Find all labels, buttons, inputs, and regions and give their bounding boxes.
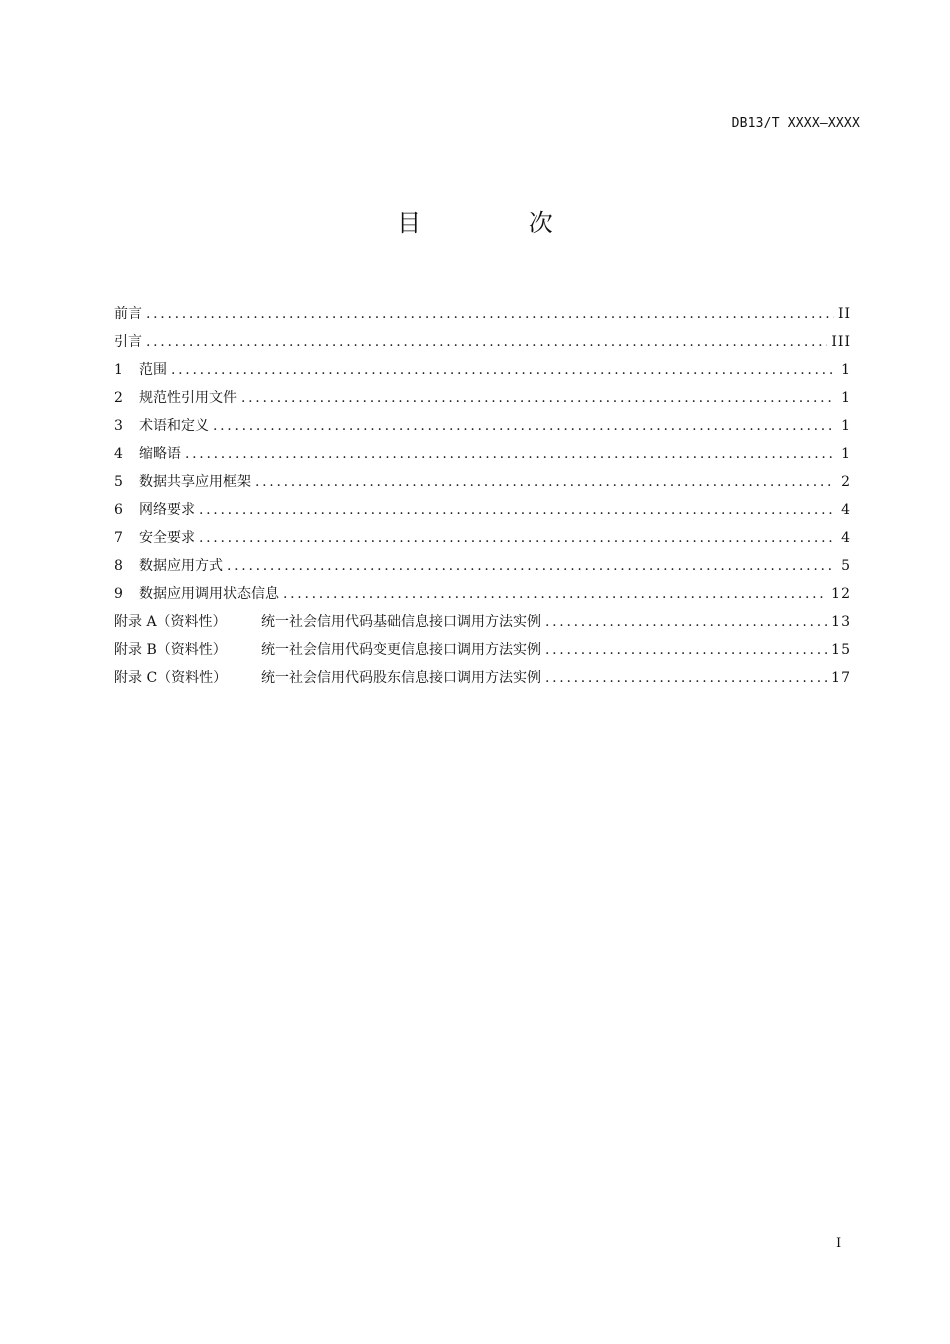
toc-entry-label: 安全要求 xyxy=(139,530,195,546)
document-code: DB13/T XXXX—XXXX xyxy=(731,116,860,131)
toc-entry-abbreviations[interactable] xyxy=(114,440,851,468)
toc-entry-page: 15 xyxy=(831,642,851,658)
toc-entry-number: 5 xyxy=(114,474,123,490)
toc-leader-dots xyxy=(146,328,827,356)
toc-entry-label: 规范性引用文件 xyxy=(139,390,237,406)
toc-entry-number: 7 xyxy=(114,530,123,546)
toc-entry-label: 数据共享应用框架 xyxy=(139,474,251,490)
toc-entry-page: 4 xyxy=(841,530,851,546)
toc-entry-label: 统一社会信用代码基础信息接口调用方法实例 xyxy=(261,614,541,630)
toc-leader-dots xyxy=(171,356,835,384)
toc-entry-number: 1 xyxy=(114,362,123,378)
toc-entry-application-methods[interactable] xyxy=(114,552,851,580)
toc-appendix-prefix: 附录 B（资料性） xyxy=(114,642,227,658)
toc-entry-number: 9 xyxy=(114,586,123,602)
toc-title: 目 次 xyxy=(397,209,603,237)
toc-leader-dots xyxy=(545,636,827,664)
toc-entry-label: 引言 xyxy=(114,334,142,350)
toc-entry-label: 术语和定义 xyxy=(139,418,209,434)
toc-leader-dots xyxy=(545,664,827,692)
toc-leader-dots xyxy=(545,608,827,636)
toc-entry-label: 数据应用方式 xyxy=(139,558,223,574)
toc-entry-page: 2 xyxy=(841,474,851,490)
toc-entry-label: 网络要求 xyxy=(139,502,195,518)
toc-entry-security-requirements[interactable] xyxy=(114,524,851,552)
toc-entry-network-requirements[interactable] xyxy=(114,496,851,524)
toc-entry-label: 前言 xyxy=(114,306,142,322)
toc-leader-dots xyxy=(146,300,834,328)
toc-entry-number: 4 xyxy=(114,446,123,462)
toc-entry-introduction[interactable] xyxy=(114,328,851,356)
toc-appendix-prefix: 附录 C（资料性） xyxy=(114,670,228,686)
toc-entry-page: 1 xyxy=(841,390,851,406)
toc-leader-dots xyxy=(199,524,835,552)
toc-entry-scope[interactable] xyxy=(114,356,851,384)
toc-entry-page: 17 xyxy=(831,670,851,686)
toc-leader-dots xyxy=(283,580,827,608)
toc-entry-number: 8 xyxy=(114,558,123,574)
toc-appendix-prefix: 附录 A（资料性） xyxy=(114,614,227,630)
toc-leader-dots xyxy=(227,552,835,580)
toc-entry-number: 6 xyxy=(114,502,123,518)
toc-entry-label: 统一社会信用代码变更信息接口调用方法实例 xyxy=(261,642,541,658)
toc-entry-page: III xyxy=(831,334,851,350)
toc-entry-page: 1 xyxy=(841,446,851,462)
toc-entry-page: 13 xyxy=(831,614,851,630)
toc-leader-dots xyxy=(255,468,835,496)
toc-appendix-a[interactable] xyxy=(114,608,851,636)
page-number: I xyxy=(836,1236,842,1251)
toc-entry-label: 统一社会信用代码股东信息接口调用方法实例 xyxy=(261,670,541,686)
table-of-contents xyxy=(114,300,851,692)
toc-entry-normative-references[interactable] xyxy=(114,384,851,412)
toc-entry-page: 5 xyxy=(841,558,851,574)
toc-entry-label: 缩略语 xyxy=(139,446,181,462)
toc-entry-label: 数据应用调用状态信息 xyxy=(139,586,279,602)
toc-entry-number: 2 xyxy=(114,390,123,406)
toc-entry-page: 4 xyxy=(841,502,851,518)
toc-entry-page: 12 xyxy=(831,586,851,602)
toc-leader-dots xyxy=(241,384,835,412)
toc-entry-label: 范围 xyxy=(139,362,167,378)
toc-leader-dots xyxy=(199,496,835,524)
toc-entry-framework[interactable] xyxy=(114,468,851,496)
toc-entry-page: II xyxy=(837,306,851,322)
toc-entry-foreword[interactable] xyxy=(114,300,851,328)
toc-appendix-b[interactable] xyxy=(114,636,851,664)
toc-entry-page: 1 xyxy=(841,362,851,378)
toc-appendix-c[interactable] xyxy=(114,664,851,692)
toc-leader-dots xyxy=(185,440,835,468)
toc-entry-call-status[interactable] xyxy=(114,580,851,608)
toc-entry-page: 1 xyxy=(841,418,851,434)
toc-leader-dots xyxy=(213,412,835,440)
toc-entry-number: 3 xyxy=(114,418,123,434)
toc-entry-terms-definitions[interactable] xyxy=(114,412,851,440)
